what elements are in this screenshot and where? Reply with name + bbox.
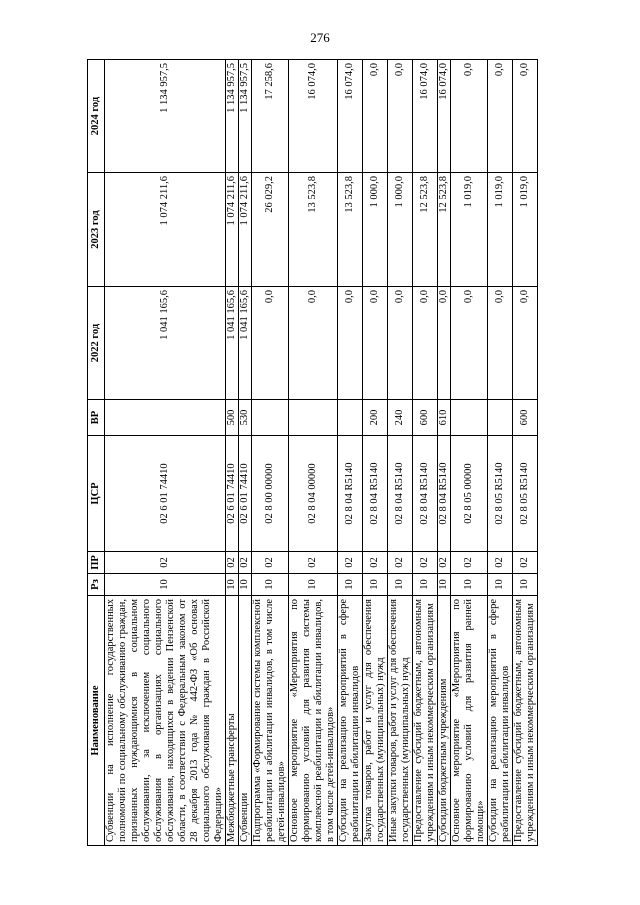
- row-2022: 0,0: [513, 287, 538, 400]
- row-pr: 02: [488, 552, 513, 574]
- row-2024: 0,0: [451, 60, 488, 173]
- header-name: Наименование: [88, 596, 105, 846]
- row-pr: 02: [105, 552, 226, 574]
- rotated-budget-table: [87, 60, 559, 846]
- header-pr: ПР: [88, 552, 105, 574]
- row-2022: 0,0: [388, 287, 413, 400]
- row-2023: 1 000,0: [388, 173, 413, 287]
- row-2023: 12 523,8: [413, 173, 438, 287]
- row-vr: [252, 400, 289, 436]
- table-row: [338, 60, 363, 846]
- row-name: Основное мероприятие «Мероприятия по формированию условий для развития системы комплексной реабилитации и абилитации инвалидов, в том числе детей-инвалидов»: [289, 596, 338, 846]
- row-pr: 02: [413, 552, 438, 574]
- row-pr: 02: [226, 552, 239, 574]
- row-rz: 10: [252, 574, 289, 596]
- row-2022: 1 041 165,6: [226, 287, 239, 400]
- row-2024: 0,0: [513, 60, 538, 173]
- row-name: Субсидии на реализацию мероприятий в сфере реабилитации и абилитации инвалидов: [488, 596, 513, 846]
- row-rz: 10: [451, 574, 488, 596]
- row-2023: 13 523,8: [338, 173, 363, 287]
- row-rz: 10: [289, 574, 338, 596]
- row-2022: 0,0: [252, 287, 289, 400]
- row-pr: 02: [239, 552, 252, 574]
- row-vr: 200: [363, 400, 388, 436]
- row-pr: 02: [338, 552, 363, 574]
- row-csr: 02 8 05 00000: [451, 436, 488, 552]
- row-vr: [488, 400, 513, 436]
- table-row: [289, 60, 338, 846]
- row-name: Предоставление субсидий бюджетным, автономным учреждениям и иным некоммерческим организациям: [413, 596, 438, 846]
- row-2023: 1 074 211,6: [239, 173, 252, 287]
- header-2022: 2022 год: [88, 287, 105, 400]
- row-csr: 02 8 00 00000: [252, 436, 289, 552]
- header-2023: 2023 год: [88, 173, 105, 287]
- row-vr: 600: [413, 400, 438, 436]
- row-2024: 16 074,0: [438, 60, 451, 173]
- row-csr: 02 8 04 R5140: [338, 436, 363, 552]
- row-csr: 02 8 05 R5140: [488, 436, 513, 552]
- row-name: Подпрограмма «Формирование системы комплексной реабилитации и абилитации инвалидов, в том числе детей-инвалидов»: [252, 596, 289, 846]
- row-2022: 0,0: [338, 287, 363, 400]
- row-2022: 0,0: [363, 287, 388, 400]
- header-csr: ЦСР: [88, 436, 105, 552]
- table-row: [388, 60, 413, 846]
- row-rz: 10: [226, 574, 239, 596]
- budget-table: [87, 59, 538, 846]
- row-pr: 02: [451, 552, 488, 574]
- table-row: [413, 60, 438, 846]
- row-2024: 1 134 957,5: [239, 60, 252, 173]
- row-2022: 0,0: [289, 287, 338, 400]
- table-row: [363, 60, 388, 846]
- row-vr: [289, 400, 338, 436]
- row-2024: 0,0: [388, 60, 413, 173]
- table-row: [451, 60, 488, 846]
- row-csr: 02 8 04 R5140: [388, 436, 413, 552]
- row-rz: 10: [363, 574, 388, 596]
- table-row: [488, 60, 513, 846]
- row-vr: 500: [226, 400, 239, 436]
- row-name: Предоставление субсидий бюджетным, автономным учреждениям и иным некоммерческим организациям: [513, 596, 538, 846]
- row-2024: 0,0: [363, 60, 388, 173]
- header-rz: Рз: [88, 574, 105, 596]
- table-header-row: [88, 60, 105, 846]
- row-rz: 10: [388, 574, 413, 596]
- table-row: [252, 60, 289, 846]
- row-vr: [451, 400, 488, 436]
- row-2023: 26 029,2: [252, 173, 289, 287]
- row-pr: 02: [513, 552, 538, 574]
- row-name: Субсидии бюджетным учреждениям: [438, 596, 451, 846]
- row-csr: 02 6 01 74410: [226, 436, 239, 552]
- row-rz: 10: [338, 574, 363, 596]
- row-csr: 02 6 01 74410: [239, 436, 252, 552]
- table-row: [513, 60, 538, 846]
- row-2023: 1 019,0: [513, 173, 538, 287]
- row-rz: 10: [105, 574, 226, 596]
- row-name: Основное мероприятие «Мероприятия по формированию условий для развития ранней помощи»: [451, 596, 488, 846]
- row-csr: 02 8 04 R5140: [363, 436, 388, 552]
- row-2023: 12 523,8: [438, 173, 451, 287]
- row-2024: 1 134 957,5: [105, 60, 226, 173]
- table-row: [239, 60, 252, 846]
- row-2024: 17 258,6: [252, 60, 289, 173]
- row-pr: 02: [289, 552, 338, 574]
- row-csr: 02 8 04 R5140: [438, 436, 451, 552]
- row-csr: 02 8 04 00000: [289, 436, 338, 552]
- row-pr: 02: [363, 552, 388, 574]
- row-2023: 1 074 211,6: [105, 173, 226, 287]
- row-2022: 0,0: [451, 287, 488, 400]
- row-csr: 02 8 05 R5140: [513, 436, 538, 552]
- row-name: Субвенции на исполнение государственных полномочий по социальному обслуживанию граждан, признанных нуждающимися в социальном обслуживании, за исключением социального обслуживания в организациях социального обслуживания, находящихся в ведении Пензенской области, в соответствии с Федеральным законом от 28 декабря 2013 года № 442-ФЗ «Об основах социального обслуживания граждан в Российской Федерации»: [105, 596, 226, 846]
- row-2024: 16 074,0: [413, 60, 438, 173]
- page-number: 276: [310, 30, 330, 45]
- row-pr: 02: [438, 552, 451, 574]
- row-rz: 10: [438, 574, 451, 596]
- row-2022: 0,0: [488, 287, 513, 400]
- row-2023: 1 000,0: [363, 173, 388, 287]
- header-vr: ВР: [88, 400, 105, 436]
- row-vr: 610: [438, 400, 451, 436]
- row-2024: 0,0: [488, 60, 513, 173]
- row-csr: 02 6 01 74410: [105, 436, 226, 552]
- header-2024: 2024 год: [88, 60, 105, 173]
- row-pr: 02: [252, 552, 289, 574]
- row-2024: 16 074,0: [289, 60, 338, 173]
- row-2024: 1 134 957,5: [226, 60, 239, 173]
- row-vr: 530: [239, 400, 252, 436]
- row-2023: 13 523,8: [289, 173, 338, 287]
- row-vr: [105, 400, 226, 436]
- row-2023: 1 019,0: [451, 173, 488, 287]
- row-2022: 0,0: [438, 287, 451, 400]
- row-2022: 1 041 165,6: [239, 287, 252, 400]
- row-name: Закупка товаров, работ и услуг для обеспечения государственных (муниципальных) нужд: [363, 596, 388, 846]
- row-vr: [338, 400, 363, 436]
- table-row: [105, 60, 226, 846]
- row-csr: 02 8 04 R5140: [413, 436, 438, 552]
- row-vr: 600: [513, 400, 538, 436]
- table-row: [226, 60, 239, 846]
- row-rz: 10: [239, 574, 252, 596]
- row-rz: 10: [413, 574, 438, 596]
- row-name: Межбюджетные трансферты: [226, 596, 239, 846]
- row-rz: 10: [488, 574, 513, 596]
- row-name: Иные закупки товаров, работ и услуг для обеспечения государственных (муниципальных) нужд: [388, 596, 413, 846]
- row-2024: 16 074,0: [338, 60, 363, 173]
- row-vr: 240: [388, 400, 413, 436]
- row-name: Субвенции: [239, 596, 252, 846]
- row-2023: 1 019,0: [488, 173, 513, 287]
- row-rz: 10: [513, 574, 538, 596]
- row-pr: 02: [388, 552, 413, 574]
- row-name: Субсидии на реализацию мероприятий в сфере реабилитации и абилитации инвалидов: [338, 596, 363, 846]
- table-row: [438, 60, 451, 846]
- row-2022: 0,0: [413, 287, 438, 400]
- row-2022: 1 041 165,6: [105, 287, 226, 400]
- row-2023: 1 074 211,6: [226, 173, 239, 287]
